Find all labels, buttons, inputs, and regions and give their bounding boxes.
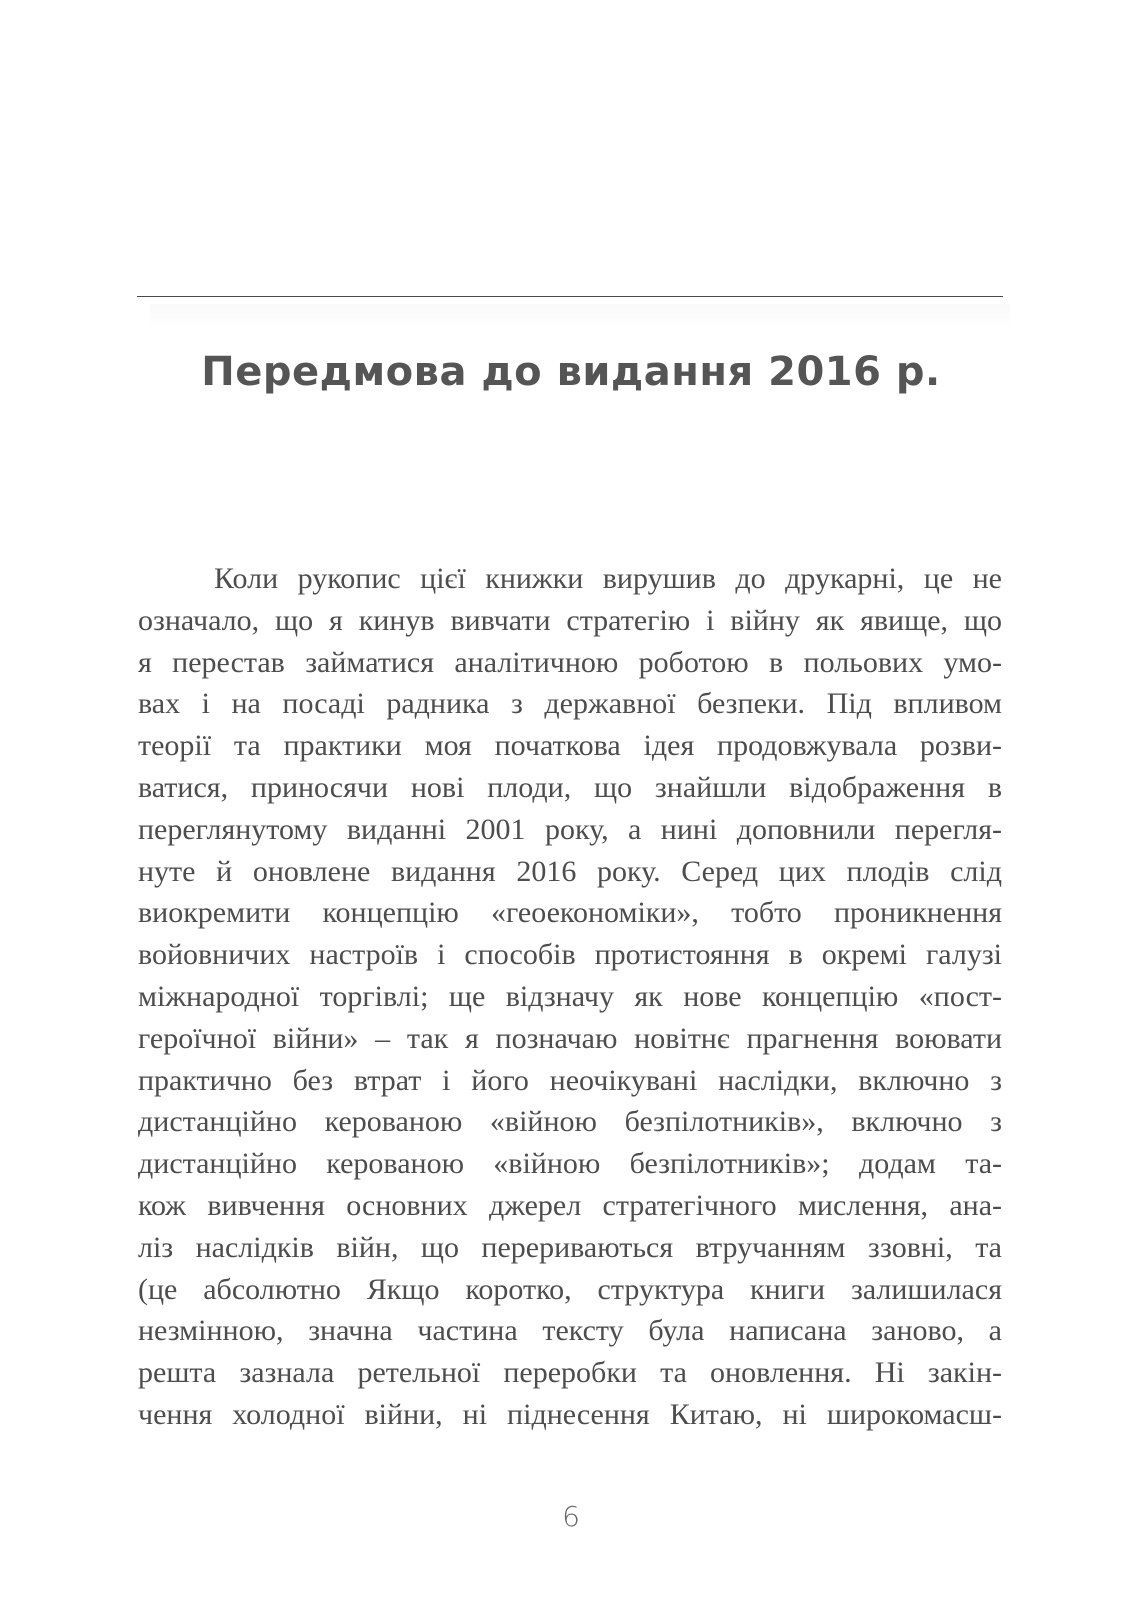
text-line: войовничих настроїв і способів протистояння в окремі галузі bbox=[138, 938, 1002, 972]
text-line: дистанційно керованою «війною безпілотників»; додам та- bbox=[138, 1147, 1002, 1181]
text-line: вах і на посаді радника з державної безпеки. Під впливом bbox=[138, 687, 1002, 721]
text-line: героїчної війни» – так я позначаю новітнє прагнення воювати bbox=[138, 1021, 1002, 1055]
text-line: ліз наслідків війн, що перериваються втручанням ззовні, та bbox=[138, 1230, 1002, 1264]
text-line: виокремити концепцію «геоекономіки», тобто проникнення bbox=[138, 896, 1002, 930]
text-line: кож вивчення основних джерел стратегічного мислення, ана- bbox=[138, 1188, 1002, 1222]
text-line: нуте й оновлене видання 2016 року. Серед цих плодів слід bbox=[138, 854, 1002, 888]
text-line: дистанційно керованою «війною безпілотників», включно з bbox=[138, 1105, 1002, 1139]
rule-shadow bbox=[150, 304, 1010, 330]
text-line: я перестав займатися аналітичною роботою в польових умо- bbox=[138, 645, 1002, 679]
header-rule bbox=[137, 296, 1003, 297]
text-line: теорії та практики моя початкова ідея продовжувала розви- bbox=[138, 729, 1002, 763]
chapter-heading: Передмова до видання 2016 р. bbox=[201, 349, 941, 395]
text-line: незмінною, значна частина тексту була написана заново, а bbox=[138, 1314, 1002, 1348]
body-paragraph bbox=[138, 558, 1002, 1436]
text-line: переглянутому виданні 2001 року, а нині доповнили перегля- bbox=[138, 812, 1002, 846]
text-line: міжнародної торгівлі; ще відзначу як нове концепцію «пост- bbox=[138, 979, 1002, 1013]
text-line: Коли рукопис цієї книжки вирушив до друкарні, це не bbox=[214, 562, 1002, 595]
text-line: практично без втрат і його неочікувані наслідки, включно з bbox=[138, 1063, 1002, 1097]
text-line: чення холодної війни, ні піднесення Китаю, ні широкомасш- bbox=[138, 1397, 1002, 1431]
page-number: 6 bbox=[562, 1500, 580, 1533]
text-line: ватися, приносячи нові плоди, що знайшли відображення в bbox=[138, 770, 1002, 804]
text-line: (це абсолютно Якщо коротко, структура книги залишилася bbox=[138, 1272, 1002, 1306]
text-line: означало, що я кинув вивчати стратегію і війну як явище, що bbox=[138, 603, 1002, 637]
text-line: решта зазнала ретельної переробки та оновлення. Ні закін- bbox=[138, 1356, 1002, 1390]
